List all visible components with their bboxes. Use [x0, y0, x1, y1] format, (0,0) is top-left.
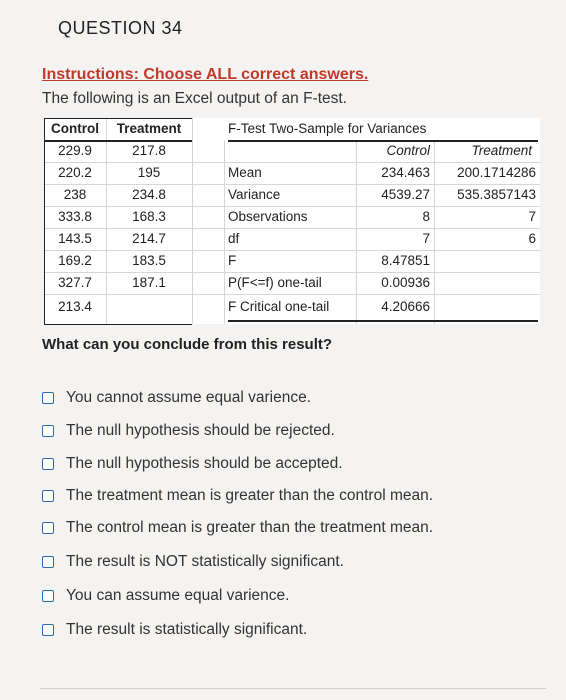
checkbox[interactable] — [42, 556, 54, 568]
excel-output — [44, 118, 540, 324]
question-prompt: What can you conclude from this result? — [42, 336, 333, 353]
data-cell: 169.2 — [58, 253, 92, 268]
option-8[interactable] — [42, 618, 307, 642]
option-label: The null hypothesis should be rejected. — [66, 422, 335, 439]
option-label: The result is NOT statistically significant. — [66, 553, 344, 570]
data-cell — [106, 296, 192, 318]
data-cell: 213.4 — [58, 299, 92, 314]
data-cell: 168.3 — [132, 209, 166, 224]
ftest-value: 200.1714286 — [457, 165, 536, 180]
data-cell: 183.5 — [132, 253, 166, 268]
checkbox[interactable] — [42, 425, 54, 437]
ftest-value: 0.00936 — [381, 275, 430, 290]
data-cell: 333.8 — [58, 209, 92, 224]
ftest-value: 8.47851 — [381, 253, 430, 268]
data-cell: 143.5 — [58, 231, 92, 246]
option-label: The null hypothesis should be accepted. — [66, 455, 343, 472]
divider — [40, 688, 546, 689]
ftest-value: 535.3857143 — [457, 187, 536, 202]
data-cell: 214.7 — [132, 231, 166, 246]
option-5[interactable] — [42, 516, 433, 540]
question-title: QUESTION 34 — [58, 18, 183, 38]
data-cell: 238 — [63, 187, 87, 202]
intro-text: The following is an Excel output of an F-test. — [42, 90, 347, 107]
ftest-value: 4.20666 — [381, 299, 430, 314]
col-header-control: Control — [51, 121, 99, 136]
ftest-value: 234.463 — [381, 165, 430, 180]
option-label: The control mean is greater than the treatment mean. — [66, 519, 434, 536]
ftest-label: Mean — [228, 165, 262, 180]
option-label: You can assume equal varience. — [66, 587, 290, 604]
ftest-value: 7 — [528, 209, 536, 224]
option-3[interactable] — [42, 452, 343, 476]
ftest-label: Variance — [228, 187, 281, 202]
data-cell: 327.7 — [58, 275, 92, 290]
ftest-label: F — [228, 253, 237, 268]
data-cell: 195 — [137, 165, 161, 180]
option-6[interactable] — [42, 550, 344, 574]
ftest-label: df — [228, 231, 240, 246]
ftest-label: P(F<=f) one-tail — [228, 275, 322, 290]
ftest-label: Observations — [228, 209, 308, 224]
checkbox[interactable] — [42, 590, 54, 602]
col-header-treatment: Treatment — [116, 121, 182, 136]
checkbox[interactable] — [42, 392, 54, 404]
ftest-col-treatment: Treatment — [471, 143, 532, 158]
ftest-title: F-Test Two-Sample for Variances — [228, 121, 427, 136]
ftest-col-control: Control — [386, 143, 430, 158]
instructions-text: Instructions: Choose ALL correct answers. — [42, 66, 369, 83]
ftest-value: 7 — [422, 231, 430, 246]
option-7[interactable] — [42, 584, 289, 608]
checkbox[interactable] — [42, 624, 54, 636]
ftest-value: 4539.27 — [381, 187, 430, 202]
ftest-value: 8 — [422, 209, 430, 224]
ftest-value: 6 — [528, 231, 536, 246]
option-label: The treatment mean is greater than the control mean. — [66, 487, 434, 504]
data-cell: 229.9 — [58, 143, 92, 158]
data-cell: 187.1 — [132, 275, 166, 290]
checkbox[interactable] — [42, 522, 54, 534]
option-1[interactable] — [42, 386, 311, 410]
option-2[interactable] — [42, 419, 335, 443]
data-cell: 234.8 — [132, 187, 166, 202]
option-4[interactable] — [42, 484, 433, 508]
data-cell: 220.2 — [58, 165, 92, 180]
checkbox[interactable] — [42, 490, 54, 502]
checkbox[interactable] — [42, 458, 54, 470]
option-label: The result is statistically significant. — [66, 621, 308, 638]
ftest-label: F Critical one-tail — [228, 299, 330, 314]
data-cell: 217.8 — [132, 143, 166, 158]
option-label: You cannot assume equal varience. — [66, 389, 312, 406]
